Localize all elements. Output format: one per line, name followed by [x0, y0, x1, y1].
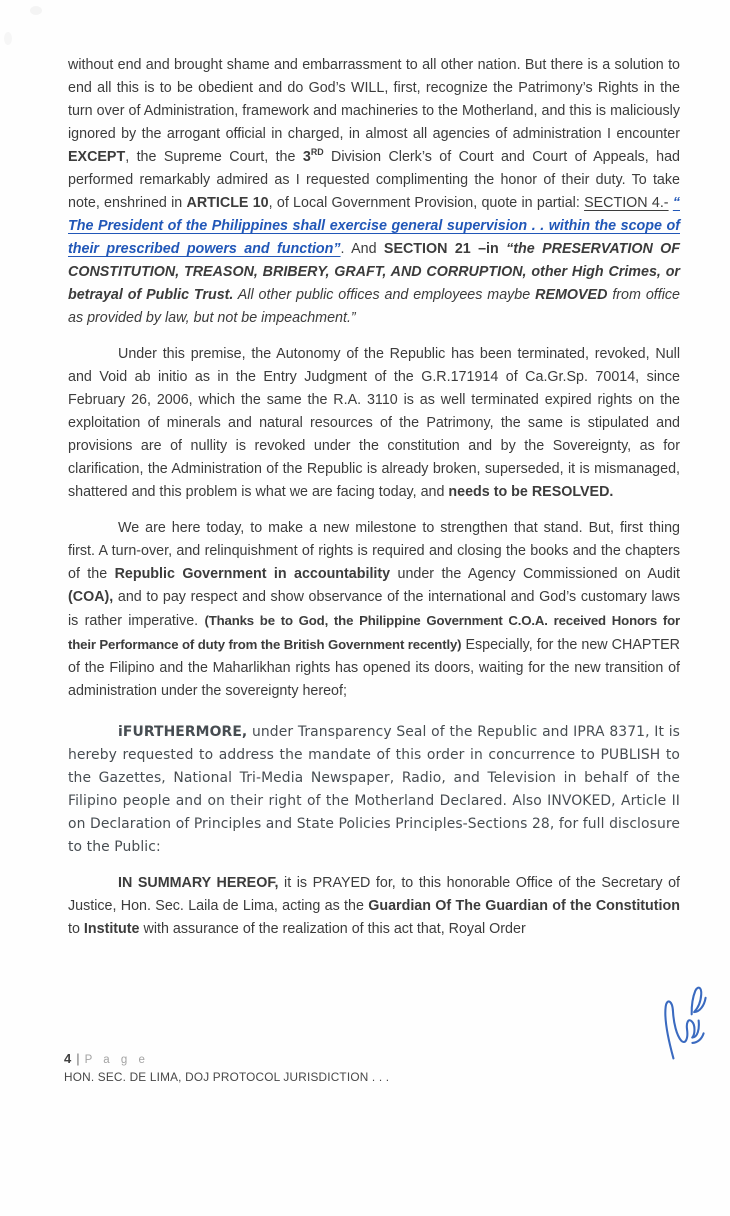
text-run: RD	[310, 147, 324, 158]
paragraph-3	[68, 517, 680, 703]
text-run: Division Clerk’s of Court and Court of Appeals, had performed remarkably admired as I requested complimenting the honor of their duty. To take note, enshrined in	[68, 149, 680, 211]
text-run: , the Supreme Court, the	[125, 149, 303, 165]
text-run: iFURTHERMORE,	[118, 724, 248, 740]
running-title: HON. SEC. DE LIMA, DOJ PROTOCOL JURISDICTION . . .	[64, 1070, 390, 1084]
text-run: Republic Government in accountability	[114, 566, 391, 582]
text-run: Guardian Of The Guardian of the Constitution	[368, 898, 680, 914]
text-run: with assurance of the realization of this act that, Royal Order	[139, 921, 526, 937]
text-run: SECTION 4.-	[584, 195, 669, 211]
scan-artifact	[30, 6, 42, 15]
text-run: from office as provided by law, but not be impeachment.”	[68, 287, 680, 326]
text-run: ARTICLE 10	[186, 195, 269, 211]
text-run: EXCEPT	[68, 149, 126, 165]
paragraph-2	[68, 343, 680, 504]
page-number-line	[64, 1051, 664, 1066]
text-run: (Thanks be to God, the Philippine Government C.O.A. received Honors for their Performance of duty from the British Government recently)	[68, 613, 680, 652]
page-word: P a g e	[84, 1054, 149, 1066]
paragraph-5	[68, 872, 680, 941]
text-run: it is PRAYED for, to this honorable Office of the Secretary of Justice, Hon. Sec. Laila de Lima, acting as the	[68, 875, 681, 914]
text-run: , other High Crimes, or betrayal of Public Trust.	[68, 264, 680, 303]
text-run: needs to be RESOLVED.	[448, 484, 614, 500]
text-run: Under this premise, the Autonomy of the Republic has been terminated, revoked, Null and Void ab initio as in the Entry Judgment of the G.R.171914 of Ca.Gr.Sp. 70014, since February 26, 2006, which the same the R.A. 3110 is as well terminated expired rights on the exploitation of minerals and natural resources of the Patrimony, the same is stipulated and provisions are of nullity is revoked under the constitution and by the Sovereignty, as for clarification, the Administration of the Republic is already broken, superseded, it is mismanaged, shattered and this problem is what we are facing today, and	[68, 346, 680, 500]
text-run: Especially, for the new CHAPTER of the Filipino and the Maharlikhan rights has opened its doors, waiting for the new transition of administration under the sovereignty hereof;	[68, 637, 680, 699]
paragraph-4	[68, 721, 680, 859]
text-run: We are here today, to make a new milestone to strengthen that stand. But, first thing first. A turn-over, and relinquishment of rights is required and closing the books and the chapters of the	[68, 520, 680, 582]
text-run: (COA),	[68, 589, 114, 605]
text-run: “the PRESERVATION OF CONSTITUTION, TREASON, BRIBERY, GRAFT, AND CORRUPTION	[68, 241, 680, 280]
text-run: and to pay respect and show observance of the international and God’s customary laws is rather imperative.	[68, 589, 680, 629]
text-run: “ The President of the Philippines shall exercise general supervision . . within the scope of their prescribed powers and function”	[68, 195, 680, 257]
scan-artifact	[4, 32, 12, 45]
text-run: 3	[302, 149, 311, 165]
text-run: to	[68, 921, 84, 937]
text-run: IN SUMMARY HEREOF,	[118, 875, 279, 891]
text-run: REMOVED	[535, 287, 608, 303]
page-number-separator: |	[76, 1051, 80, 1066]
text-run: , of Local Government Provision, quote in partial:	[268, 195, 585, 211]
paragraph-1	[68, 54, 680, 330]
text-run: SECTION 21 –in	[383, 241, 499, 257]
text-run: under Transparency Seal of the Republic and IPRA 8371, It is hereby requested to address the mandate of this order in concurrence to PUBLISH to the Gazettes, National Tri-Media Newspaper, Radio, and Television in behalf of the Filipino people and on their right of the Motherland Declared. Also INVOKED, Article II on Declaration of Principles and State Policies Principles-Sections 28, for full disclosure to the Public:	[68, 724, 681, 855]
document-body	[68, 54, 680, 954]
page-footer	[64, 1051, 664, 1084]
text-run: All other public offices and employees maybe	[233, 287, 536, 303]
page-number: 4	[64, 1051, 72, 1066]
text-run: under the Agency Commissioned on Audit	[390, 566, 680, 582]
text-run: . And	[340, 241, 384, 257]
text-run: Institute	[83, 921, 140, 937]
text-run: without end and brought shame and embarrassment to all other nation. But there is a solution to end all this is to be obedient and do God’s WILL, first, recognize the Patrimony’s Rights in the turn over of Administration, framework and machineries to the Motherland, and this is maliciously ignored by the arrogant official in charged, in almost all agencies of administration I encounter	[68, 57, 680, 142]
